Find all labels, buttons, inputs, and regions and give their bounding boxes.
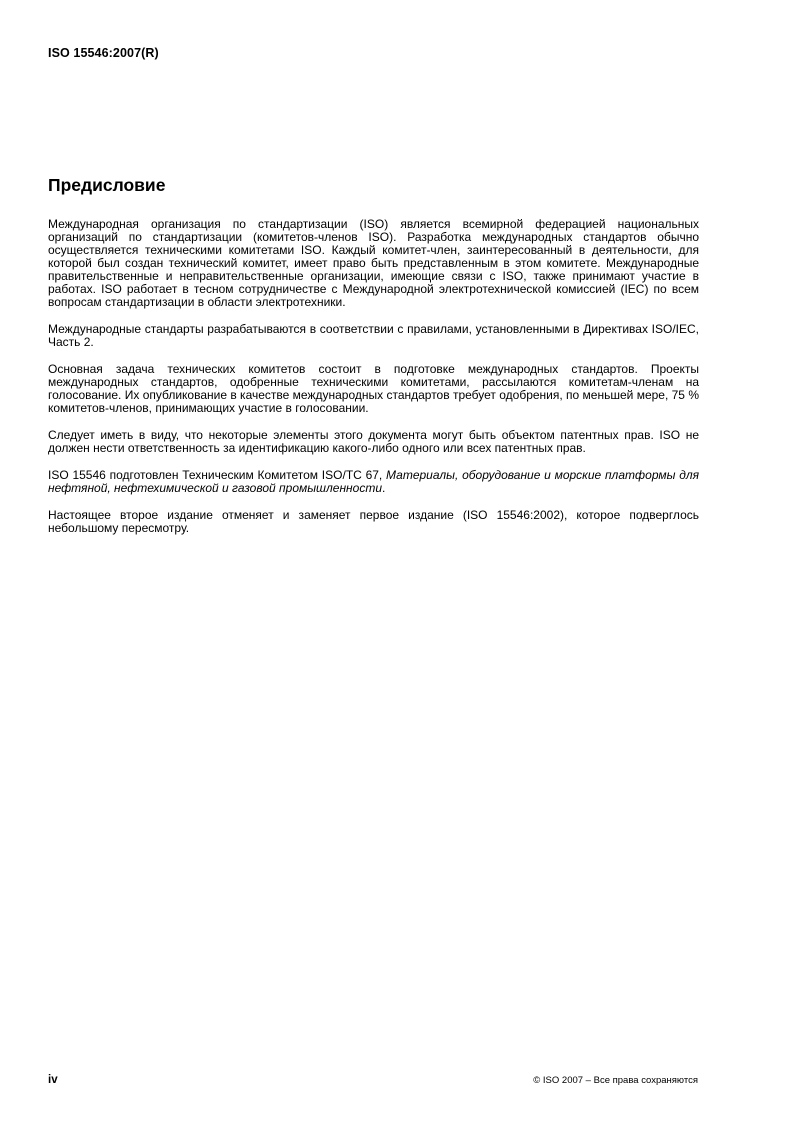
committee-scope-italic: Материалы, оборудование и морские платформы для нефтяной, нефтехимической и газовой промышленности bbox=[48, 468, 700, 495]
prepared-by-period: . bbox=[382, 481, 386, 495]
paragraph-edition-note: Настоящее второе издание отменяет и заменяет первое издание (ISO 15546:2002), которое подверглось небольшому пересмотру. bbox=[48, 508, 699, 535]
section-title: Предисловие bbox=[48, 175, 166, 195]
page-number: iv bbox=[48, 1074, 58, 1086]
paragraph-directives: Международные стандарты разрабатываются в соответствии с правилами, установленными в Директивах ISO/IEC, Часть 2. bbox=[48, 322, 699, 349]
prepared-by-text: ISO 15546 подготовлен Техническим Комитетом ISO/TC 67, bbox=[48, 468, 387, 482]
paragraph-patent-rights: Следует иметь в виду, что некоторые элементы этого документа могут быть объектом патентных прав. ISO не должен нести ответственность за идентификацию какого-либо одного или всех патентных прав. bbox=[48, 428, 699, 455]
paragraph-prepared-by bbox=[48, 469, 699, 495]
foreword-body bbox=[48, 218, 699, 549]
paragraph-iso-organization: Международная организация по стандартизации (ISO) является всемирной федерацией национальных организаций по стандартизации (комитетов-членов ISO). Разработка международных стандартов обычно осуществляется техническими комитетами ISO. Каждый комитет-член, заинтересованный в деятельности, для которой был создан технический комитет, имеет право быть представленным в этом комитете. Международные правительственные и неправительственные организации, имеющие связи с ISO, также принимают участие в работах. ISO работает в тесном сотрудничестве с Международной электротехнической комиссией (IEC) по всем вопросам стандартизации в области электротехники. bbox=[48, 217, 699, 309]
paragraph-committee-task: Основная задача технических комитетов состоит в подготовке международных стандартов. Проекты международных стандартов, одобренные техническими комитетами, рассылаются комитетам-членам на голосование. Их опубликование в качестве международных стандартов требует одобрения, по меньшей мере, 75 % комитетов-членов, принимающих участие в голосовании. bbox=[48, 362, 699, 415]
document-id-header: ISO 15546:2007(R) bbox=[48, 46, 159, 60]
copyright-notice: © ISO 2007 – Все права сохраняются bbox=[533, 1075, 698, 1086]
